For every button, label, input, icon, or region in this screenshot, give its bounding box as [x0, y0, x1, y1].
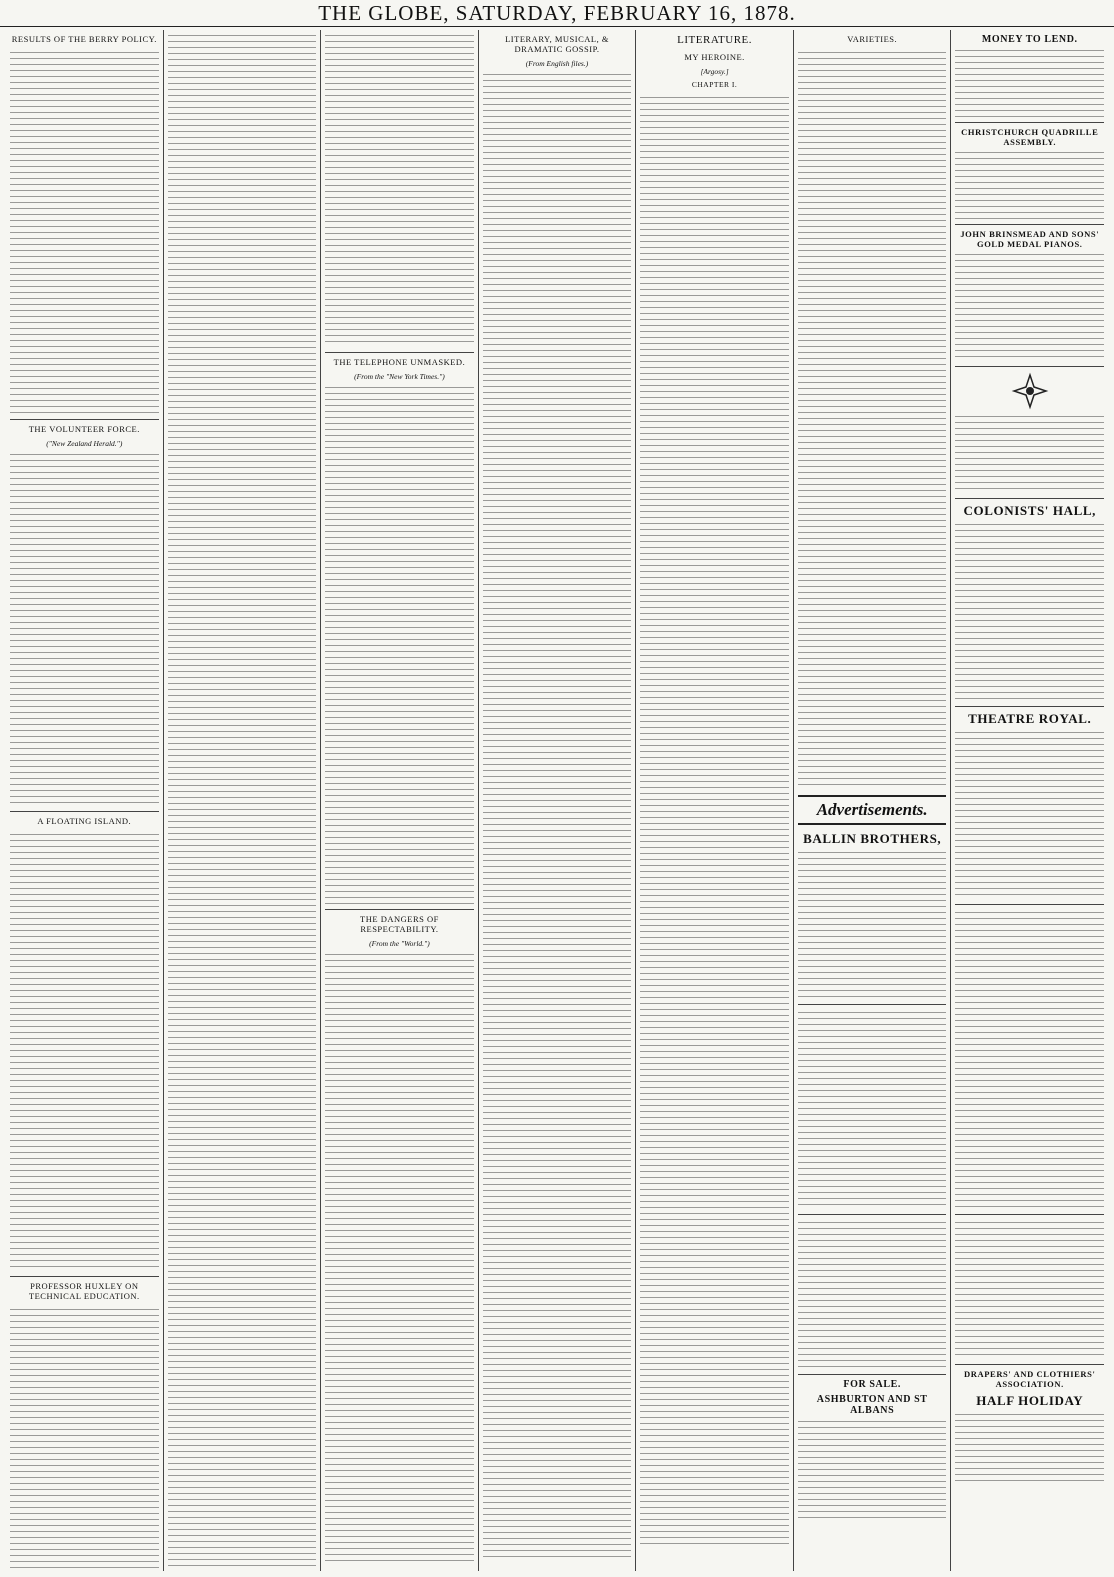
- story-body: [640, 94, 789, 1549]
- ad-title: JOHN BRINSMEAD AND SONS' GOLD MEDAL PIANOS.: [960, 229, 1100, 249]
- article-title: A FLOATING ISLAND.: [37, 816, 132, 826]
- ad-title: DRAPERS' AND CLOTHIERS' ASSOCIATION.: [964, 1369, 1096, 1389]
- section-title: VARIETIES.: [847, 34, 898, 44]
- article-body: [483, 71, 632, 1561]
- column-4: [479, 30, 637, 1571]
- article-body: [10, 49, 159, 414]
- ad-title: COLONISTS' HALL,: [963, 503, 1096, 518]
- article-body: [10, 831, 159, 1271]
- ad-body: [798, 1418, 947, 1518]
- divider: [955, 904, 1104, 905]
- ad-title: MONEY TO LEND.: [981, 34, 1078, 45]
- article-body: [168, 32, 317, 1567]
- divider: [798, 1374, 947, 1375]
- article-title: THE VOLUNTEER FORCE.: [28, 424, 140, 434]
- column-3: [321, 30, 479, 1571]
- article-body: [325, 951, 474, 1561]
- ad-title: ASHBURTON AND ST ALBANS: [816, 1394, 928, 1416]
- lodge-emblem-icon: [1010, 371, 1050, 411]
- ad-body: [955, 149, 1104, 219]
- divider: [325, 352, 474, 353]
- article-source: ("New Zealand Herald."): [46, 439, 123, 448]
- article-title: PROFESSOR HUXLEY ON TECHNICAL EDUCATION.: [28, 1281, 140, 1301]
- columns: [6, 30, 1108, 1571]
- article-body: [325, 32, 474, 347]
- divider: [955, 1364, 1104, 1365]
- column-2: [164, 30, 322, 1571]
- article-body: [325, 384, 474, 904]
- divider: [955, 224, 1104, 225]
- ad-body: [798, 1009, 947, 1209]
- ad-body: [955, 413, 1104, 493]
- story-source: [Argosy.]: [700, 67, 729, 76]
- divider: [955, 366, 1104, 367]
- divider: [955, 706, 1104, 707]
- article-title: LITERARY, MUSICAL, & DRAMATIC GOSSIP.: [505, 34, 609, 54]
- divider: [10, 419, 159, 420]
- ad-body: [955, 521, 1104, 701]
- column-5: [636, 30, 794, 1571]
- article-source: (From the "New York Times."): [354, 372, 445, 381]
- article-title: THE DANGERS OF RESPECTABILITY.: [360, 914, 439, 934]
- ad-title: FOR SALE.: [843, 1379, 901, 1390]
- ad-title: CHRISTCHURCH QUADRILLE ASSEMBLY.: [961, 127, 1099, 147]
- ad-title: BALLIN BROTHERS,: [803, 831, 942, 846]
- ad-body: [955, 47, 1104, 117]
- ad-body: [955, 251, 1104, 361]
- article-source: (From the "World."): [369, 939, 430, 948]
- article-title: THE TELEPHONE UNMASKED.: [333, 357, 466, 367]
- divider: [10, 1276, 159, 1277]
- varieties-body: [798, 49, 947, 789]
- ad-body: [798, 849, 947, 999]
- divider: [955, 498, 1104, 499]
- column-7: [951, 30, 1108, 1571]
- ad-body: [955, 1219, 1104, 1359]
- ad-title: THEATRE ROYAL.: [968, 711, 1092, 726]
- divider: [955, 122, 1104, 123]
- column-6: [794, 30, 952, 1571]
- masthead: THE GLOBE, SATURDAY, FEBRUARY 16, 1878.: [0, 0, 1114, 27]
- divider: [10, 811, 159, 812]
- ad-body: [798, 1219, 947, 1369]
- divider: [955, 1214, 1104, 1215]
- ad-body: [955, 909, 1104, 1209]
- divider: [798, 1004, 947, 1005]
- ad-title: HALF HOLIDAY: [976, 1393, 1084, 1408]
- article-body: [10, 451, 159, 806]
- divider: [798, 1214, 947, 1215]
- chapter-title: CHAPTER I.: [691, 80, 738, 89]
- article-title: RESULTS OF THE BERRY POLICY.: [11, 34, 157, 44]
- article-body: [10, 1306, 159, 1571]
- article-source: (From English files.): [525, 59, 589, 68]
- divider: [325, 909, 474, 910]
- column-1: [6, 30, 164, 1571]
- ad-body: [955, 1411, 1104, 1481]
- advertisements-header: Advertisements.: [798, 795, 947, 825]
- story-title: MY HEROINE.: [684, 52, 745, 62]
- section-title: LITERATURE.: [677, 34, 753, 46]
- ad-body: [955, 729, 1104, 899]
